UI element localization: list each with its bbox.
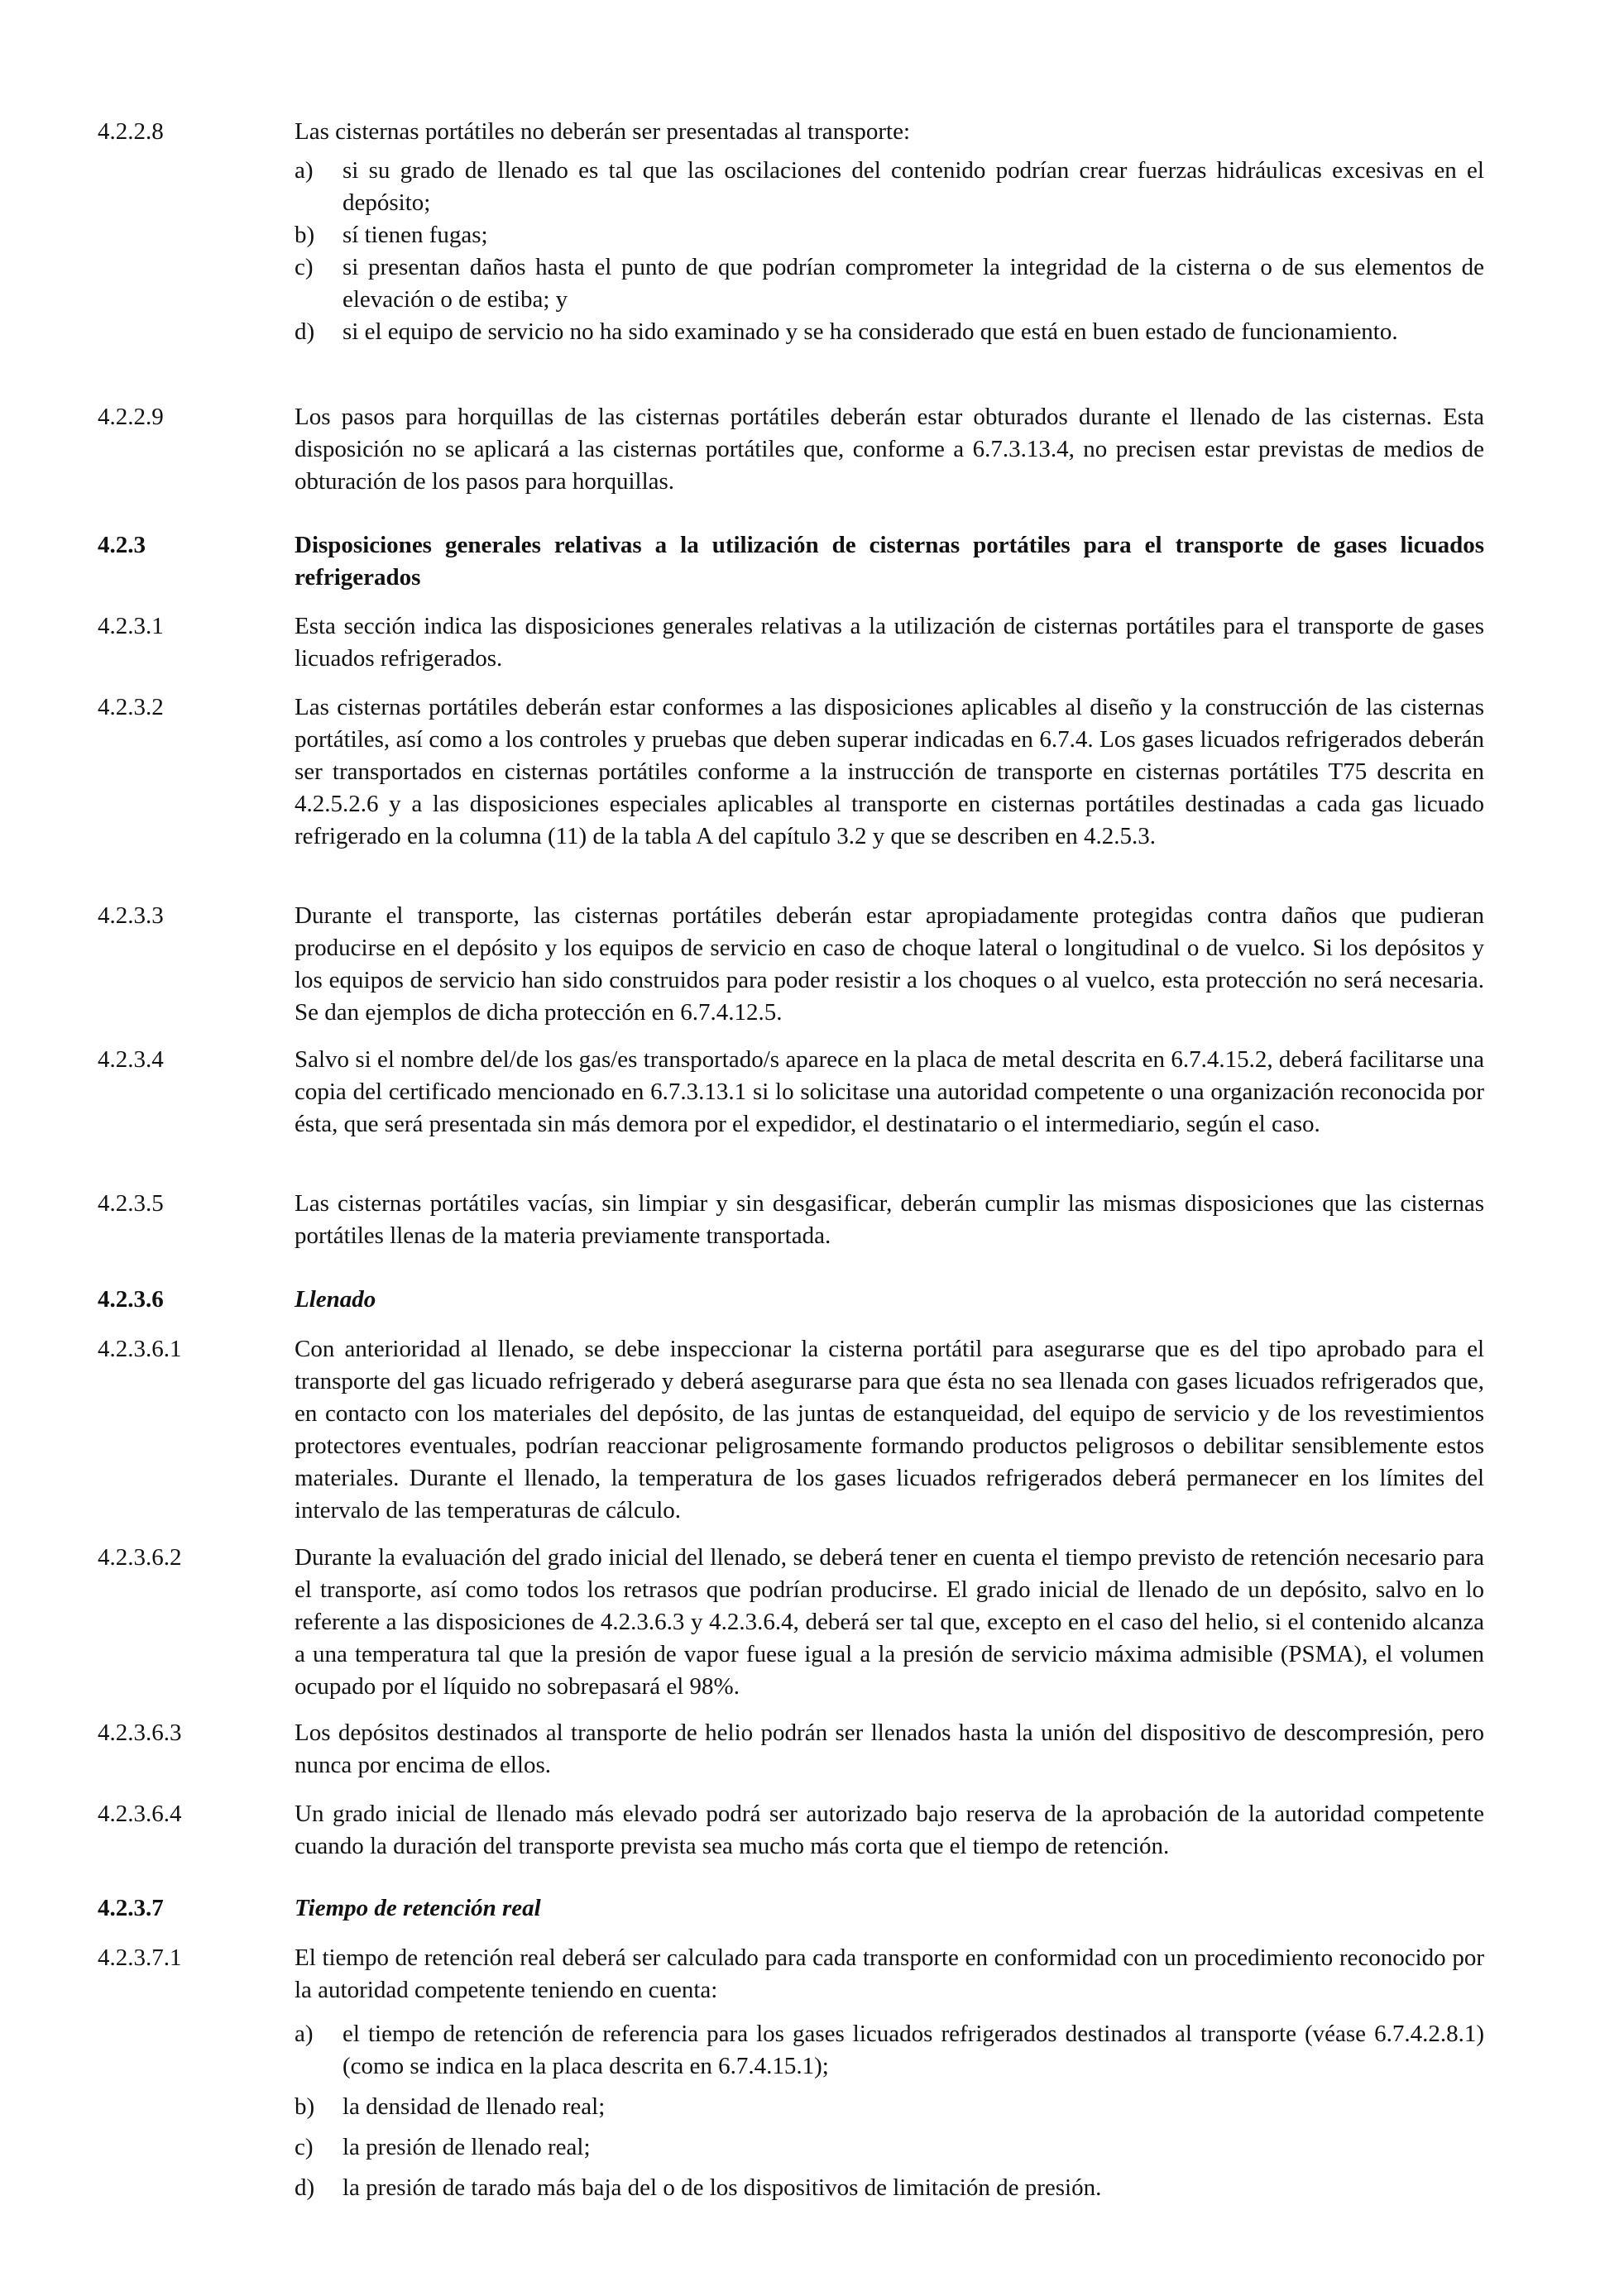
- item-text: sí tienen fugas;: [343, 222, 488, 248]
- section-text: Las cisternas portátiles deberán estar conformes a las disposiciones aplicables al diseño y la construcción de las cisternas portátiles, así como a los controles y pruebas que deben superar indicadas en 6.7.4. Los gases licuados refrigerados deberán ser transportados en cisternas portátiles conforme a la instrucción de transporte en cisternas portátiles T75 descrita en 4.2.5.2.6 y a las disposiciones especiales aplicables al transporte en cisternas portátiles destinadas a cada gas licuado refrigerado en la columna (11) de la tabla A del capítulo 3.2 y que se describen en 4.2.5.3.: [295, 694, 1484, 849]
- list-item: [295, 155, 1484, 219]
- section-text: Un grado inicial de llenado más elevado podrá ser autorizado bajo reserva de la aprobación de la autoridad competente cuando la duración del transporte prevista sea mucho más corta que el tiempo de retención.: [295, 1801, 1484, 1859]
- item-label: d): [295, 318, 315, 345]
- item-list: [295, 2018, 1484, 2204]
- item-label: d): [295, 2174, 315, 2201]
- item-list: [295, 155, 1484, 348]
- section-4-2-3-6: [98, 1284, 1484, 1316]
- section-number: 4.2.3.2: [98, 694, 164, 720]
- section-4-2-3-4: [98, 1044, 1484, 1141]
- section-heading: Llenado: [295, 1286, 376, 1313]
- item-label: b): [295, 222, 315, 248]
- list-item: [295, 316, 1484, 348]
- section-text: Durante la evaluación del grado inicial del llenado, se deberá tener en cuenta el tiempo previsto de retención necesario para el transporte, así como todos los retrasos que podrían producirse. El grado inicial de llenado de un depósito, salvo en lo referente a las disposiciones de 4.2.3.6.3 y 4.2.3.6.4, deberá ser tal que, excepto en el caso del helio, si el contenido alcanza a una temperatura tal que la presión de vapor fuese igual a la presión de servicio máxima admisible (PSMA), el volumen ocupado por el líquido no sobrepasará el 98%.: [295, 1544, 1484, 1700]
- section-number: 4.2.3.5: [98, 1190, 164, 1217]
- list-item: [295, 251, 1484, 316]
- list-item: [295, 2172, 1484, 2204]
- section-text: Los depósitos destinados al transporte de helio podrán ser llenados hasta la unión del dispositivo de descompresión, pero nunca por encima de ellos.: [295, 1720, 1484, 1778]
- section-text: Con anterioridad al llenado, se debe inspeccionar la cisterna portátil para asegurarse que es del tipo aprobado para el transporte del gas licuado refrigerado y deberá asegurarse para que ésta no sea llenada con gases licuados refrigerados que, en contacto con los materiales del depósito, de las juntas de estanqueidad, del equipo de servicio y de los revestimientos protectores eventuales, podrían reaccionar peligrosamente formando productos peligrosos o debilitar sensiblemente estos materiales. Durante el llenado, la temperatura de los gases licuados refrigerados deberá permanecer en los límites del intervalo de las temperaturas de cálculo.: [295, 1336, 1484, 1523]
- section-number: 4.2.3.7.1: [98, 1944, 182, 1971]
- item-text: si el equipo de servicio no ha sido examinado y se ha considerado que está en buen estado de funcionamiento.: [343, 318, 1398, 345]
- section-number: 4.2.2.8: [98, 118, 164, 145]
- section-4-2-3-2: [98, 691, 1484, 853]
- item-text: si presentan daños hasta el punto de que podrían comprometer la integridad de la cisterna o de sus elementos de elevación o de estiba; y: [343, 254, 1484, 313]
- section-4-2-3-3: [98, 900, 1484, 1029]
- item-text: si su grado de llenado es tal que las oscilaciones del contenido podrían crear fuerzas hidráulicas excesivas en el depósito;: [343, 157, 1484, 216]
- section-number: 4.2.3: [98, 532, 146, 558]
- section-text: Durante el transporte, las cisternas portátiles deberán estar apropiadamente protegidas contra daños que pudieran producirse en el depósito y los equipos de servicio en caso de choque lateral o longitudinal o de vuelco. Si los depósitos y los equipos de servicio han sido construidos para poder resistir a los choques o al vuelco, esta protección no será necesaria. Se dan ejemplos de dicha protección en 6.7.4.12.5.: [295, 902, 1484, 1026]
- section-4-2-3-6-2: [98, 1542, 1484, 1703]
- section-number: 4.2.3.1: [98, 613, 164, 639]
- section-number: 4.2.3.4: [98, 1046, 164, 1073]
- section-4-2-3-7-1: [98, 1942, 1484, 2204]
- section-text: El tiempo de retención real deberá ser calculado para cada transporte en conformidad con un procedimiento reconocido por la autoridad competente teniendo en cuenta:: [295, 1944, 1484, 2003]
- item-text: la presión de llenado real;: [343, 2134, 591, 2160]
- section-4-2-3-7: [98, 1892, 1484, 1925]
- section-number: 4.2.3.6.4: [98, 1801, 182, 1827]
- item-text: el tiempo de retención de referencia para los gases licuados refrigerados destinados al transporte (véase 6.7.4.2.8.1) (como se indica en la placa descrita en 6.7.4.15.1);: [343, 2021, 1484, 2079]
- section-4-2-3-6-1: [98, 1333, 1484, 1527]
- section-number: 4.2.3.6.3: [98, 1720, 182, 1746]
- section-text: Esta sección indica las disposiciones generales relativas a la utilización de cisternas portátiles para el transporte de gases licuados refrigerados.: [295, 613, 1484, 672]
- section-4-2-2-8: [98, 116, 1484, 348]
- section-number: 4.2.3.6: [98, 1286, 164, 1313]
- item-label: b): [295, 2093, 315, 2120]
- item-label: c): [295, 2134, 314, 2160]
- section-number: 4.2.3.6.2: [98, 1544, 182, 1571]
- section-4-2-3: [98, 529, 1484, 594]
- section-text: Las cisternas portátiles vacías, sin limpiar y sin desgasificar, deberán cumplir las mismas disposiciones que las cisternas portátiles llenas de la materia previamente transportada.: [295, 1190, 1484, 1249]
- list-item: [295, 2018, 1484, 2083]
- item-label: a): [295, 2021, 314, 2047]
- section-heading: Tiempo de retención real: [295, 1895, 541, 1921]
- section-4-2-2-9: [98, 401, 1484, 498]
- section-text: Salvo si el nombre del/de los gas/es transportado/s aparece en la placa de metal descrita en 6.7.4.15.2, deberá facilitarse una copia del certificado mencionado en 6.7.3.13.1 si lo solicitase una autoridad competente o una organización reconocida por ésta, que será presentada sin más demora por el expedidor, el destinatario o el intermediario, según el caso.: [295, 1046, 1484, 1137]
- section-number: 4.2.3.3: [98, 902, 164, 929]
- section-4-2-3-6-3: [98, 1717, 1484, 1782]
- item-text: la densidad de llenado real;: [343, 2093, 606, 2120]
- section-4-2-3-5: [98, 1188, 1484, 1252]
- item-label: a): [295, 157, 314, 184]
- section-text: Las cisternas portátiles no deberán ser presentadas al transporte:: [295, 118, 911, 145]
- section-text: Los pasos para horquillas de las cisternas portátiles deberán estar obturados durante el llenado de las cisternas. Esta disposición no se aplicará a las cisternas portátiles que, conforme a 6.7.3.13.4, no precisen estar previstas de medios de obturación de los pasos para horquillas.: [295, 404, 1484, 495]
- list-item: [295, 219, 1484, 251]
- section-heading: Disposiciones generales relativas a la utilización de cisternas portátiles para el transporte de gases licuados refrigerados: [295, 532, 1484, 591]
- item-text: la presión de tarado más baja del o de los dispositivos de limitación de presión.: [343, 2174, 1102, 2201]
- section-number: 4.2.3.6.1: [98, 1336, 182, 1362]
- item-label: c): [295, 254, 314, 280]
- section-4-2-3-6-4: [98, 1798, 1484, 1863]
- section-4-2-3-1: [98, 610, 1484, 675]
- list-item: [295, 2091, 1484, 2123]
- list-item: [295, 2131, 1484, 2164]
- section-number: 4.2.3.7: [98, 1895, 164, 1921]
- section-number: 4.2.2.9: [98, 404, 164, 430]
